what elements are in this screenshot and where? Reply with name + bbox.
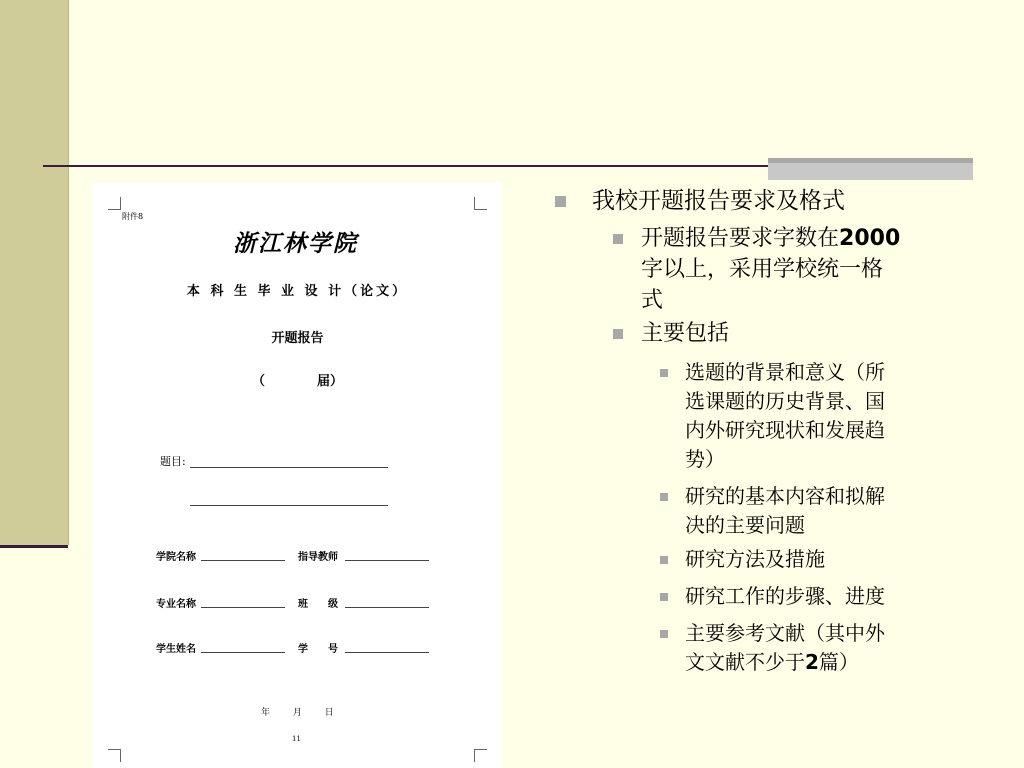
corner-mark: [108, 197, 121, 210]
field-line: [345, 607, 429, 608]
bullet-item: [660, 619, 885, 677]
document-title: 本 科 生 毕 业 设 计（论文）: [186, 284, 409, 299]
proposal-cover-image: [93, 182, 502, 768]
sub2-line1: 研究的基本内容和拟解: [685, 484, 885, 508]
sub1-line2: 选课题的历史背景、国: [685, 389, 885, 413]
major-label: 专业名称: [156, 599, 196, 610]
corner-mark: [108, 749, 121, 762]
student-name-label: 学生姓名: [156, 644, 196, 655]
bullet-item: [555, 185, 845, 217]
bullet-item: [660, 545, 825, 574]
req1-text: 开题报告要求字数在: [641, 226, 840, 251]
topic-line: [190, 505, 388, 506]
sub5-line1: 主要参考文献（其中外: [685, 621, 885, 645]
left-decor-bar: [0, 0, 69, 545]
sub1-line3: 内外研究现状和发展趋: [685, 418, 885, 442]
field-line: [201, 607, 285, 608]
bullet-item: [613, 318, 729, 349]
req1-number: 2000: [839, 226, 901, 251]
sub3-text: 研究方法及措施: [685, 547, 825, 571]
bullet-item: [613, 223, 900, 316]
topic-label: 题目:: [160, 455, 186, 468]
advisor-label: 指导教师: [298, 552, 338, 563]
square-bullet-icon: [613, 234, 623, 244]
sub5-line2a: 文文献不少于: [685, 650, 805, 674]
req1-line2: 字以上，采用学校统一格: [641, 257, 884, 282]
corner-mark: [474, 749, 487, 762]
square-bullet-icon: [660, 593, 668, 601]
square-bullet-icon: [660, 493, 668, 501]
attachment-label: 附件8: [122, 212, 144, 221]
bullet-heading: 我校开题报告要求及格式: [592, 188, 845, 214]
square-bullet-icon: [555, 196, 566, 207]
title-accent-block: [768, 158, 973, 180]
sub1-line4: 势）: [685, 447, 725, 471]
square-bullet-icon: [660, 630, 668, 638]
sub5-number: 2: [805, 650, 819, 674]
field-line: [201, 560, 285, 561]
req2-text: 主要包括: [641, 321, 730, 346]
document-subtitle: 开题报告: [271, 331, 324, 346]
left-decor-line: [0, 545, 68, 548]
student-id-label: 学 号: [298, 644, 338, 655]
college-label: 学院名称: [156, 552, 196, 563]
sub1-line1: 选题的背景和意义（所: [685, 360, 885, 384]
req1-line3: 式: [641, 288, 664, 313]
square-bullet-icon: [660, 369, 668, 377]
field-line: [345, 652, 429, 653]
bullet-item: [660, 482, 885, 540]
square-bullet-icon: [660, 556, 668, 564]
bullet-item: [660, 358, 885, 474]
square-bullet-icon: [613, 329, 623, 339]
topic-line: [190, 467, 388, 468]
field-line: [345, 560, 429, 561]
page-number: 11: [292, 735, 301, 743]
sub5-line2c: 篇）: [818, 650, 859, 674]
class-label: 班 级: [298, 599, 338, 610]
date-line: 年 月 日: [261, 708, 334, 718]
field-line: [201, 652, 285, 653]
sub2-line2: 决的主要问题: [685, 513, 805, 537]
document-session: （ 届）: [251, 374, 343, 389]
bullet-item: [660, 582, 885, 611]
school-logo: 浙江林学院: [233, 230, 358, 257]
sub4-text: 研究工作的步骤、进度: [685, 584, 885, 608]
corner-mark: [474, 197, 487, 210]
